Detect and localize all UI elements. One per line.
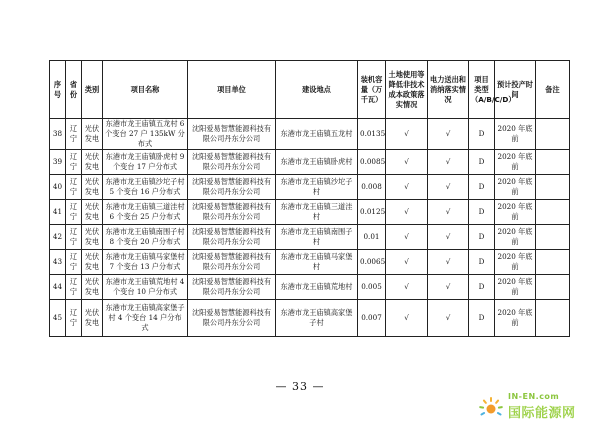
project-table bbox=[49, 60, 570, 337]
cell-province: 辽宁 bbox=[66, 200, 82, 225]
cell-capacity: 0.0125 bbox=[358, 200, 386, 225]
cell-seq: 40 bbox=[50, 175, 66, 200]
cell-unit: 沈阳爱易智慧能源科技有限公司丹东分公司 bbox=[188, 150, 276, 175]
cell-type: D bbox=[469, 300, 495, 337]
cell-remark bbox=[536, 300, 570, 337]
cell-capacity: 0.01 bbox=[358, 225, 386, 250]
cell-remark bbox=[536, 150, 570, 175]
cell-province: 辽宁 bbox=[66, 250, 82, 275]
cell-remark bbox=[536, 225, 570, 250]
cell-unit: 沈阳爱易智慧能源科技有限公司丹东分公司 bbox=[188, 275, 276, 300]
cell-unit: 沈阳爱易智慧能源科技有限公司丹东分公司 bbox=[188, 250, 276, 275]
cell-grid: √ bbox=[428, 225, 469, 250]
cell-unit: 沈阳爱易智慧能源科技有限公司丹东分公司 bbox=[188, 300, 276, 337]
table-row bbox=[50, 119, 570, 150]
cell-unit: 沈阳爱易智慧能源科技有限公司丹东分公司 bbox=[188, 119, 276, 150]
cell-province: 辽宁 bbox=[66, 175, 82, 200]
cell-project-name: 东港市龙王庙镇南围子村 8 个变台 20 户分布式 bbox=[103, 225, 188, 250]
header-type: 项目类型（A/B/C/D） bbox=[469, 61, 495, 119]
cell-seq: 42 bbox=[50, 225, 66, 250]
cell-unit: 沈阳爱易智慧能源科技有限公司丹东分公司 bbox=[188, 225, 276, 250]
header-category: 类别 bbox=[82, 61, 103, 119]
cell-unit: 沈阳爱易智慧能源科技有限公司丹东分公司 bbox=[188, 200, 276, 225]
cell-type: D bbox=[469, 200, 495, 225]
cell-grid: √ bbox=[428, 150, 469, 175]
cell-location: 东港市龙王庙镇五龙村 bbox=[276, 119, 358, 150]
cell-land: √ bbox=[386, 275, 428, 300]
table-row bbox=[50, 175, 570, 200]
header-location: 建设地点 bbox=[276, 61, 358, 119]
header-grid: 电力送出和消纳落实情况 bbox=[428, 61, 469, 119]
cell-land: √ bbox=[386, 150, 428, 175]
cell-land: √ bbox=[386, 200, 428, 225]
cell-remark bbox=[536, 250, 570, 275]
cell-land: √ bbox=[386, 119, 428, 150]
cell-seq: 45 bbox=[50, 300, 66, 337]
cell-seq: 44 bbox=[50, 275, 66, 300]
cell-province: 辽宁 bbox=[66, 119, 82, 150]
table-row bbox=[50, 200, 570, 225]
watermark-top-text: IN-EN.com bbox=[508, 392, 560, 401]
cell-location: 东港市龙王庙镇马家堡村 bbox=[276, 250, 358, 275]
cell-time: 2020 年底前 bbox=[495, 175, 536, 200]
cell-remark bbox=[536, 200, 570, 225]
cell-location: 东港市龙王庙镇南围子村 bbox=[276, 225, 358, 250]
cell-project-name: 东港市龙王庙镇卧虎村 9 个变台 17 户分布式 bbox=[103, 150, 188, 175]
cell-grid: √ bbox=[428, 300, 469, 337]
cell-grid: √ bbox=[428, 175, 469, 200]
cell-category: 光伏发电 bbox=[82, 200, 103, 225]
header-land: 土地使用等降低非技术成本政策落实情况 bbox=[386, 61, 428, 119]
cell-province: 辽宁 bbox=[66, 225, 82, 250]
cell-type: D bbox=[469, 225, 495, 250]
cell-capacity: 0.007 bbox=[358, 300, 386, 337]
header-unit: 项目单位 bbox=[188, 61, 276, 119]
cell-category: 光伏发电 bbox=[82, 300, 103, 337]
cell-project-name: 东港市龙王庙镇荒地村 4 个变台 10 户分布式 bbox=[103, 275, 188, 300]
cell-project-name: 东港市龙王庙镇马家堡村 7 个变台 13 户分布式 bbox=[103, 250, 188, 275]
cell-time: 2020 年底前 bbox=[495, 300, 536, 337]
cell-capacity: 0.0085 bbox=[358, 150, 386, 175]
cell-seq: 41 bbox=[50, 200, 66, 225]
watermark-logo bbox=[478, 392, 596, 422]
cell-type: D bbox=[469, 119, 495, 150]
table-row bbox=[50, 250, 570, 275]
cell-project-name: 东港市龙王庙镇三道洼村 6 个变台 25 户分布式 bbox=[103, 200, 188, 225]
table-row bbox=[50, 300, 570, 337]
cell-seq: 43 bbox=[50, 250, 66, 275]
watermark-main-text: 国际能源网 bbox=[508, 406, 576, 421]
cell-province: 辽宁 bbox=[66, 275, 82, 300]
cell-time: 2020 年底前 bbox=[495, 250, 536, 275]
cell-remark bbox=[536, 175, 570, 200]
header-seq: 序号 bbox=[50, 61, 66, 119]
header-project-name: 项目名称 bbox=[103, 61, 188, 119]
cell-project-name: 东港市龙王庙镇高家堡子村 4 个变台 14 户分布式 bbox=[103, 300, 188, 337]
cell-location: 东港市龙王庙镇卧虎村 bbox=[276, 150, 358, 175]
header-capacity: 装机容量（万千瓦） bbox=[358, 61, 386, 119]
header-time: 预计投产时间 bbox=[495, 61, 536, 119]
cell-remark bbox=[536, 275, 570, 300]
cell-unit: 沈阳爱易智慧能源科技有限公司丹东分公司 bbox=[188, 175, 276, 200]
sun-icon bbox=[478, 394, 504, 420]
header-province: 省份 bbox=[66, 61, 82, 119]
cell-category: 光伏发电 bbox=[82, 175, 103, 200]
cell-capacity: 0.008 bbox=[358, 175, 386, 200]
cell-time: 2020 年底前 bbox=[495, 200, 536, 225]
cell-capacity: 0.005 bbox=[358, 275, 386, 300]
cell-type: D bbox=[469, 250, 495, 275]
cell-province: 辽宁 bbox=[66, 150, 82, 175]
page-number: — 33 — bbox=[275, 380, 325, 393]
table-row bbox=[50, 225, 570, 250]
cell-location: 东港市龙王庙镇高家堡子村 bbox=[276, 300, 358, 337]
cell-seq: 39 bbox=[50, 150, 66, 175]
cell-grid: √ bbox=[428, 275, 469, 300]
cell-grid: √ bbox=[428, 200, 469, 225]
cell-time: 2020 年底前 bbox=[495, 150, 536, 175]
cell-time: 2020 年底前 bbox=[495, 225, 536, 250]
cell-province: 辽宁 bbox=[66, 300, 82, 337]
cell-type: D bbox=[469, 275, 495, 300]
cell-capacity: 0.0135 bbox=[358, 119, 386, 150]
cell-type: D bbox=[469, 175, 495, 200]
cell-land: √ bbox=[386, 175, 428, 200]
cell-seq: 38 bbox=[50, 119, 66, 150]
cell-project-name: 东港市龙王庙镇五龙村 6 个变台 27 户 135kW 分布式 bbox=[103, 119, 188, 150]
cell-grid: √ bbox=[428, 119, 469, 150]
cell-land: √ bbox=[386, 225, 428, 250]
table-row bbox=[50, 275, 570, 300]
cell-category: 光伏发电 bbox=[82, 275, 103, 300]
cell-category: 光伏发电 bbox=[82, 150, 103, 175]
cell-remark bbox=[536, 119, 570, 150]
cell-category: 光伏发电 bbox=[82, 225, 103, 250]
cell-location: 东港市龙王庙镇三道洼村 bbox=[276, 200, 358, 225]
cell-project-name: 东港市龙王庙镇沙坨子村 5 个变台 16 户分布式 bbox=[103, 175, 188, 200]
cell-land: √ bbox=[386, 250, 428, 275]
cell-location: 东港市龙王庙镇荒地村 bbox=[276, 275, 358, 300]
cell-category: 光伏发电 bbox=[82, 119, 103, 150]
cell-capacity: 0.0065 bbox=[358, 250, 386, 275]
header-remark: 备注 bbox=[536, 61, 570, 119]
table-body bbox=[50, 119, 570, 337]
cell-category: 光伏发电 bbox=[82, 250, 103, 275]
cell-location: 东港市龙王庙镇沙坨子村 bbox=[276, 175, 358, 200]
cell-time: 2020 年底前 bbox=[495, 119, 536, 150]
cell-type: D bbox=[469, 150, 495, 175]
cell-grid: √ bbox=[428, 250, 469, 275]
cell-time: 2020 年底前 bbox=[495, 275, 536, 300]
table-row bbox=[50, 150, 570, 175]
cell-land: √ bbox=[386, 300, 428, 337]
header-row bbox=[50, 61, 570, 119]
